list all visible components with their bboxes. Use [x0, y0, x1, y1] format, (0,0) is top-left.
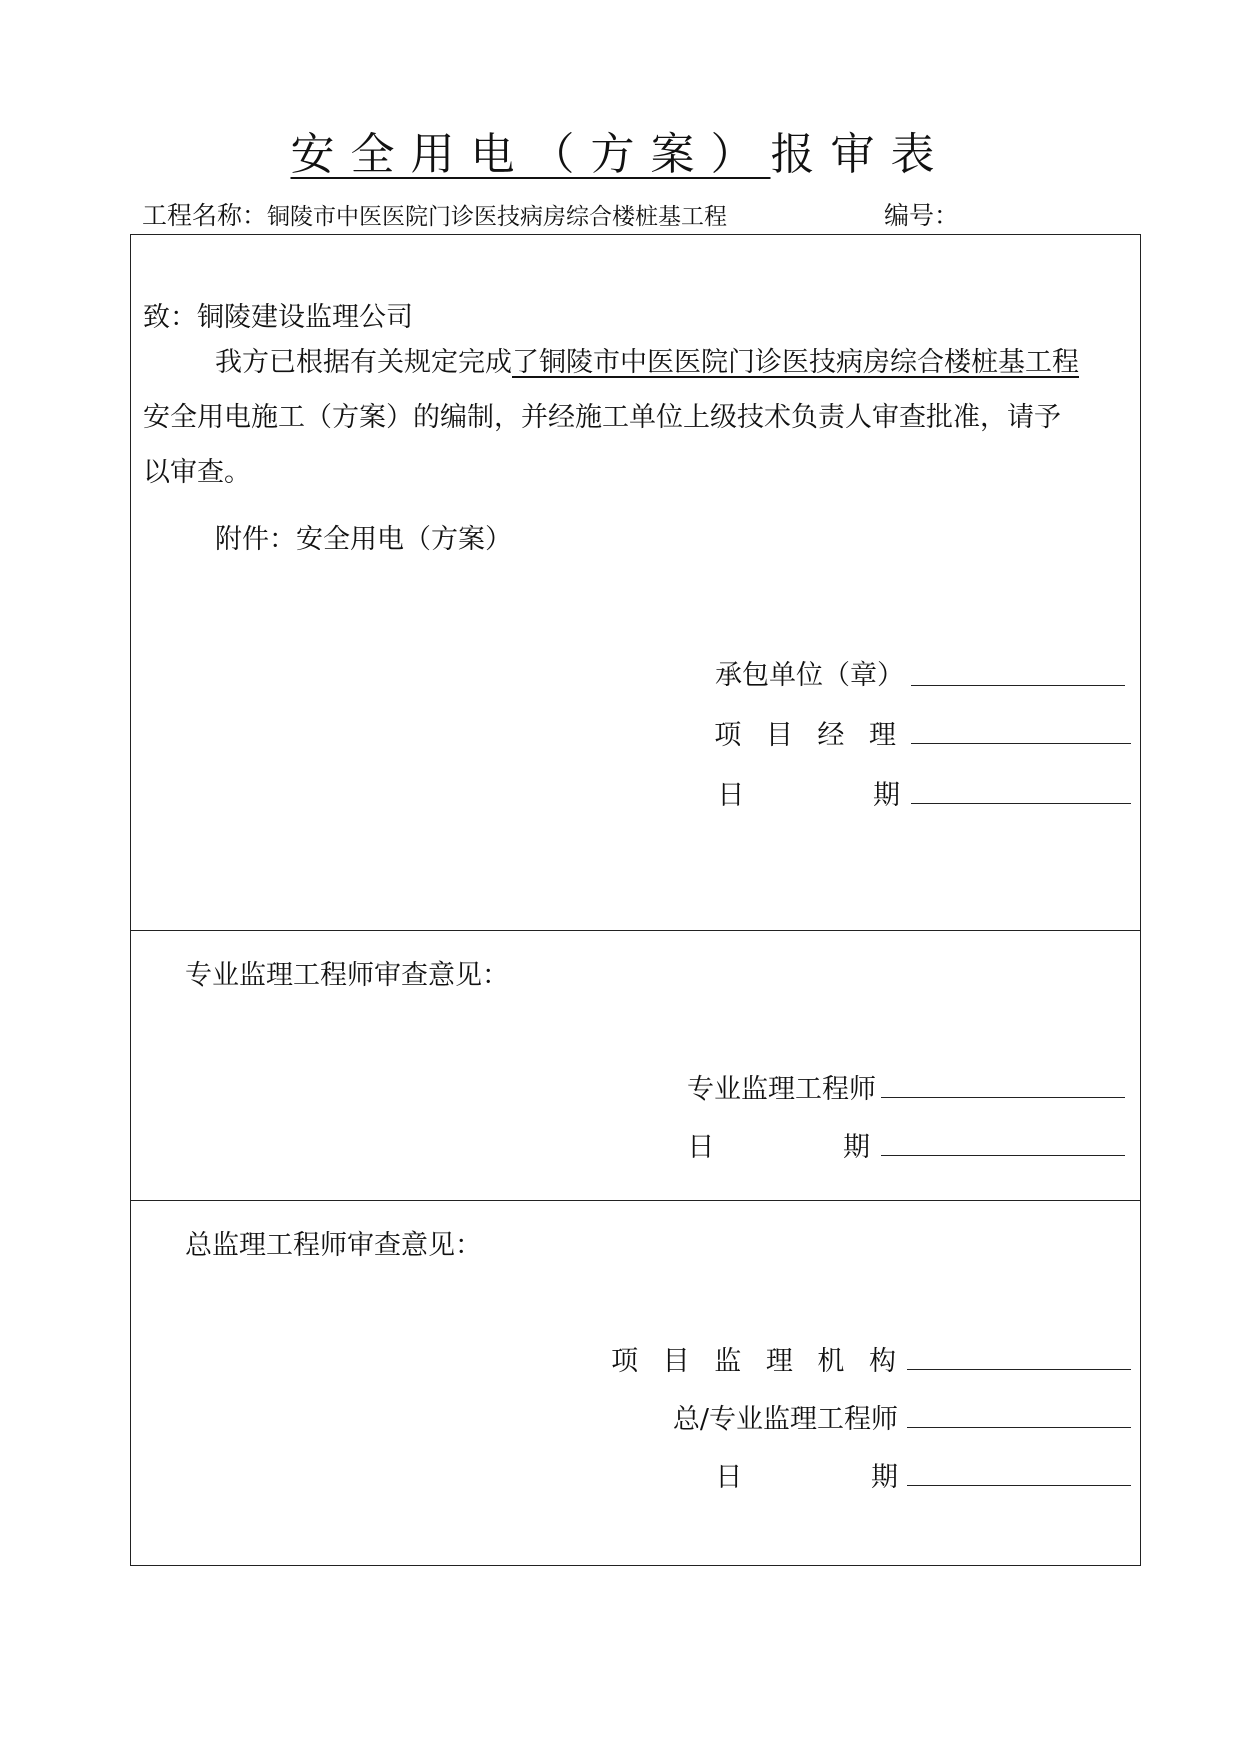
chief-engineer-line	[907, 1427, 1131, 1428]
chief-date-label: 日 期	[715, 1462, 958, 1493]
chief-review-heading: 总监理工程师审查意见：	[185, 1230, 482, 1261]
project-label: 工程名称：	[142, 201, 268, 230]
chief-date-line	[907, 1485, 1131, 1486]
engineer-date-line	[881, 1155, 1125, 1156]
body-project: 了铜陵市中医医院门诊医技病房综合楼桩基工程	[512, 347, 1079, 378]
engineer-label: 专业监理工程师	[687, 1074, 876, 1105]
body-line-3: 以审查。	[143, 457, 251, 488]
project-name-row	[142, 196, 727, 232]
project-manager-line	[911, 743, 1131, 744]
chief-review-section	[131, 1201, 1140, 1565]
contractor-seal-line	[911, 685, 1125, 686]
title-main: 安全用电（方案）	[290, 129, 771, 180]
engineer-review-heading: 专业监理工程师审查意见：	[185, 960, 509, 991]
date-line	[911, 803, 1131, 804]
body-prefix: 我方已根据有关规定完成	[215, 347, 512, 378]
project-name: 铜陵市中医医院门诊医技病房综合楼桩基工程	[267, 204, 728, 230]
engineer-line	[881, 1097, 1125, 1098]
contractor-seal-label: 承包单位（章）	[715, 660, 904, 691]
review-form	[130, 234, 1141, 1566]
date-label: 日 期	[717, 780, 960, 811]
supervision-org-label: 项 目 监 理 机 构	[611, 1346, 904, 1377]
submission-paragraph	[143, 335, 1135, 500]
contractor-section	[131, 235, 1140, 931]
supervision-org-line	[907, 1369, 1131, 1370]
chief-engineer-label: 总/专业监理工程师	[672, 1404, 898, 1435]
title-suffix: 报审表	[770, 129, 951, 180]
body-line-2: 安全用电施工（方案）的编制，并经施工单位上级技术负责人审查批准，请予	[143, 402, 1061, 433]
attachment: 附件：安全用电（方案）	[215, 524, 512, 555]
addressee: 致：铜陵建设监理公司	[143, 302, 413, 333]
engineer-date-label: 日 期	[687, 1132, 930, 1163]
engineer-review-section	[131, 931, 1140, 1201]
number-label: 编号：	[884, 201, 960, 230]
project-manager-label: 项 目 经 理	[714, 720, 904, 751]
page-title	[0, 118, 1241, 182]
